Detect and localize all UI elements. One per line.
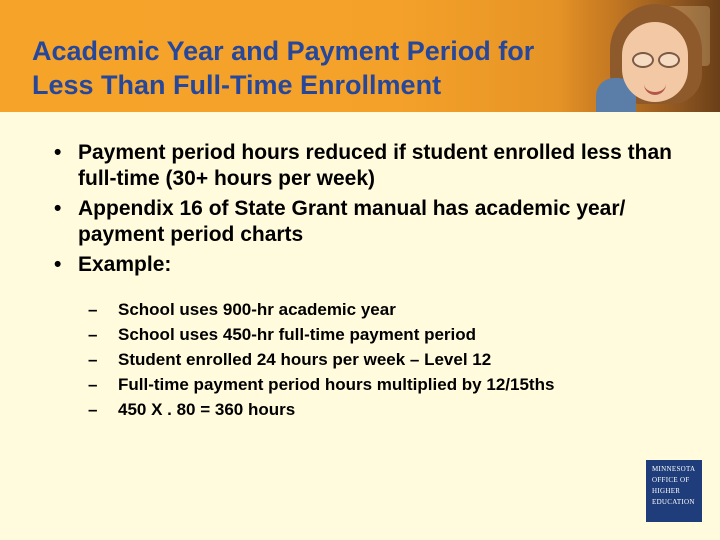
bullet-icon: •: [54, 197, 62, 220]
logo-line: HIGHER: [652, 487, 681, 495]
bullet-icon: •: [54, 253, 62, 276]
example-item: [88, 322, 648, 347]
slide-title: [32, 34, 652, 102]
example-item: [88, 297, 648, 322]
bullet-text: Payment period hours reduced if student enrolled less than full-time (30+ hours per week): [78, 141, 672, 190]
title-line-2: Less Than Full-Time Enrollment: [32, 70, 442, 100]
example-text: School uses 450-hr full-time payment period: [118, 325, 477, 344]
dash-icon: –: [88, 375, 98, 394]
bullet-text: Appendix 16 of State Grant manual has academic year/ payment period charts: [78, 197, 626, 246]
logo-line: OFFICE OF: [652, 476, 690, 484]
minnesota-ohe-logo: [646, 460, 702, 522]
example-list: [88, 297, 648, 422]
bullet-item: [54, 252, 674, 278]
example-text: Full-time payment period hours multiplied by 12/15ths: [118, 375, 555, 394]
example-text: 450 X . 80 = 360 hours: [118, 400, 296, 419]
example-item: [88, 347, 648, 372]
title-line-1: Academic Year and Payment Period for: [32, 36, 535, 66]
example-item: [88, 397, 648, 422]
bullet-list: [54, 140, 674, 282]
photo-right-eye: [658, 52, 680, 68]
example-text: Student enrolled 24 hours per week – Level 12: [118, 350, 492, 369]
logo-line: EDUCATION: [652, 498, 695, 506]
bullet-item: [54, 140, 674, 192]
bullet-text: Example:: [78, 253, 172, 276]
bullet-icon: •: [54, 141, 62, 164]
dash-icon: –: [88, 300, 98, 319]
logo-line: MINNESOTA: [652, 465, 696, 473]
bullet-item: [54, 196, 674, 248]
example-item: [88, 372, 648, 397]
dash-icon: –: [88, 325, 98, 344]
example-text: School uses 900-hr academic year: [118, 300, 396, 319]
dash-icon: –: [88, 350, 98, 369]
dash-icon: –: [88, 400, 98, 419]
